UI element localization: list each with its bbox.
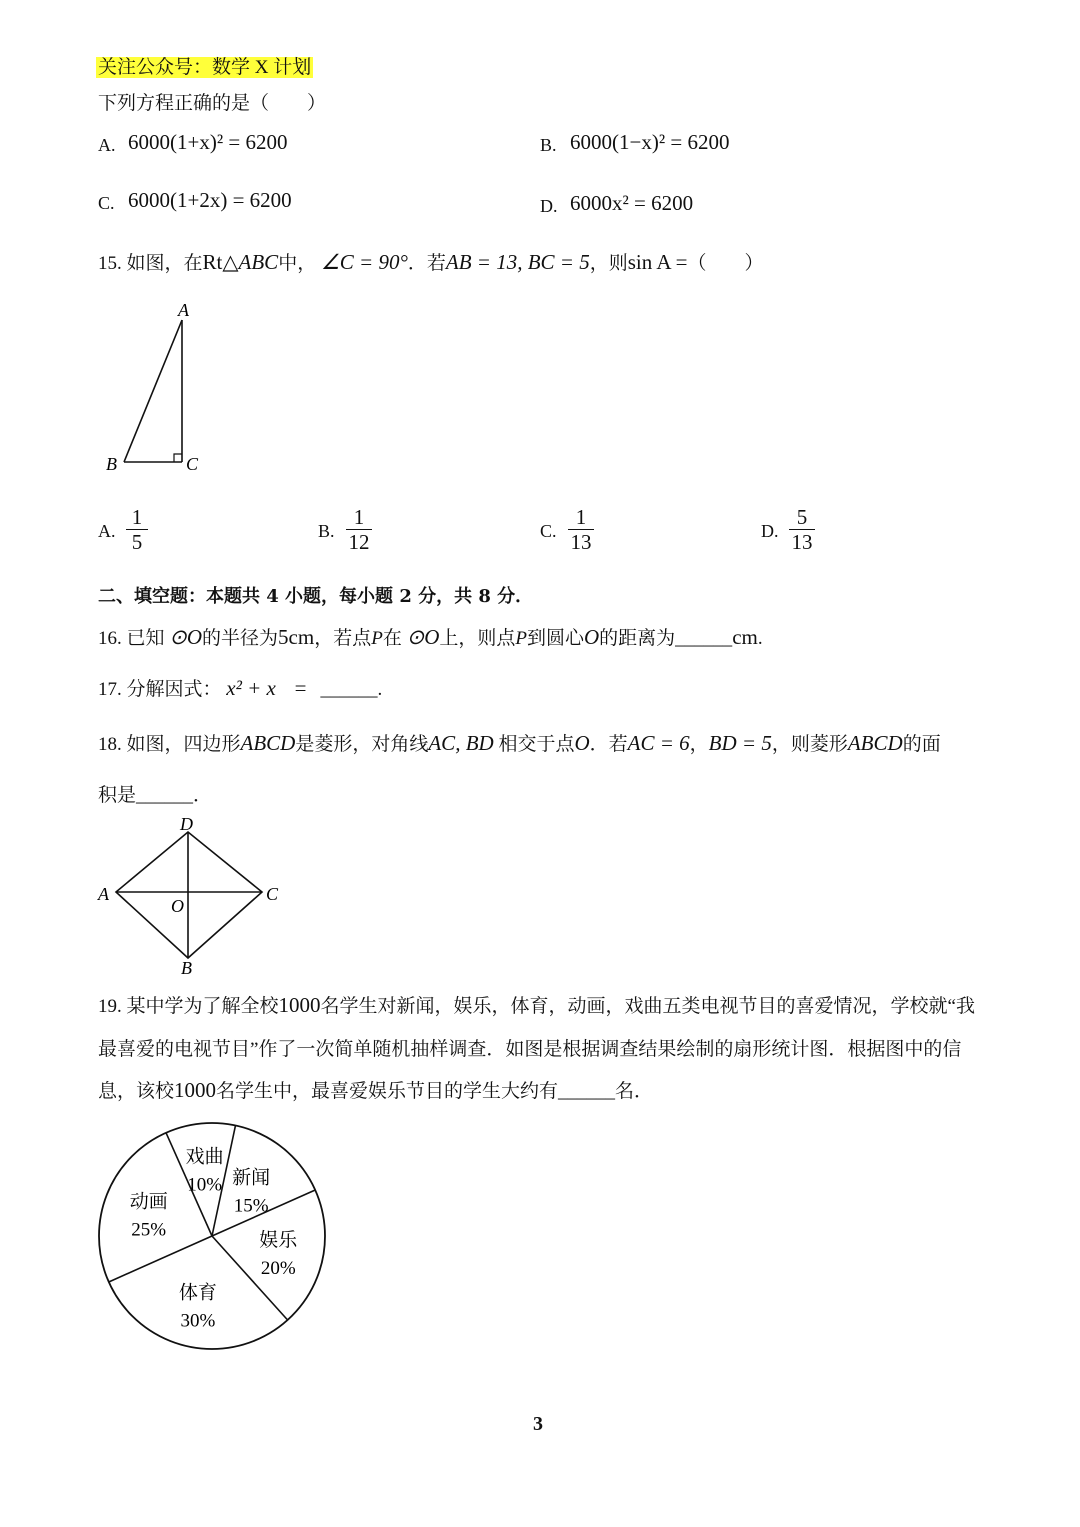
stem-math: ABCD [240, 731, 296, 755]
denominator: 13 [791, 530, 813, 554]
pie-category-label: 娱乐 [259, 1230, 298, 1252]
numerator: 1 [131, 505, 143, 529]
stem-text: ．若 [407, 253, 446, 274]
right-triangle-figure [100, 298, 210, 478]
q15-option-c [540, 505, 620, 565]
pie-percent-label: 15% [233, 1195, 269, 1217]
option-expr: 6000x² = 6200 [570, 191, 694, 215]
stem-math: P [371, 628, 383, 649]
q15-stem [98, 248, 763, 275]
stem-math: = [294, 676, 307, 700]
stem-math: 1000 [278, 993, 321, 1017]
option-expr: 6000(1+2x) = 6200 [128, 188, 292, 212]
stem-math: O [584, 625, 600, 649]
stem-math: ⊙O [406, 625, 440, 649]
stem-math: BD = 5 [708, 731, 772, 755]
pie-percent-label: 20% [260, 1258, 296, 1280]
q18-line2: 积是______． [98, 785, 213, 806]
stem-text: 到圆心 [526, 628, 584, 649]
pie-category-label: 体育 [178, 1282, 217, 1304]
option-expr: 6000(1−x)² = 6200 [570, 130, 730, 154]
page-number: 3 [533, 1413, 543, 1435]
stem-text: 的距离为______ [599, 628, 733, 649]
vertex-label-b: B [106, 454, 117, 474]
stem-text: 如图，在 [126, 253, 203, 274]
option-letter: B. [318, 521, 335, 541]
pie-category-label: 新闻 [232, 1167, 271, 1189]
stem-text: 名学生对新闻，娱乐，体育，动画，戏曲五类电视节目的喜爱情况，学校就“我 [320, 996, 975, 1017]
fraction [568, 505, 594, 554]
stem-text: 的面 [902, 734, 941, 755]
numerator: 5 [796, 505, 808, 529]
pie-category-label: 动画 [129, 1191, 168, 1213]
stem-text: 已知 [126, 628, 165, 649]
pie-percent-label: 30% [180, 1310, 216, 1332]
vertex-label-a: A [178, 300, 189, 320]
question-number: 16. [98, 628, 122, 649]
wechat-note: 关注公众号：数学 X 计划 [98, 57, 312, 78]
option-letter: C. [540, 521, 557, 541]
numerator: 1 [353, 505, 365, 529]
stem-math: O [574, 731, 590, 755]
stem-text: （ ） [687, 253, 764, 274]
denominator: 5 [131, 530, 143, 554]
stem-text: ，若点 [314, 628, 372, 649]
stem-text: ， [689, 734, 709, 755]
stem-math: ABCD [847, 731, 903, 755]
q17 [98, 674, 382, 701]
vertex-label-a: A [98, 884, 109, 904]
q15-option-d [761, 505, 841, 565]
stem-math: ⊙O [169, 625, 203, 649]
stem-text: 的半径为 [202, 628, 279, 649]
option-expr: 6000(1+x)² = 6200 [128, 130, 288, 154]
question-number: 15. [98, 253, 122, 274]
vertex-label-c: C [186, 454, 199, 474]
stem-text: 某中学为了解全校 [126, 996, 279, 1017]
denominator: 12 [348, 530, 370, 554]
pie-percent-label: 10% [187, 1174, 223, 1196]
stem-math: 1000 [174, 1078, 217, 1102]
stem-math: ∠C = 90° [320, 250, 408, 274]
question-number: 18. [98, 734, 122, 755]
stem-text: 如图，四边形 [126, 734, 241, 755]
q15-option-a [98, 505, 178, 565]
stem-text: ，则 [589, 253, 628, 274]
stem-math: AC, BD [428, 731, 494, 755]
stem-text: 是菱形，对角线 [295, 734, 429, 755]
stem-math: Rt△ [202, 250, 239, 274]
vertex-label-b: B [181, 958, 192, 978]
stem-math: AC = 6 [627, 731, 690, 755]
pie-category-label: 戏曲 [185, 1146, 224, 1168]
stem-math: ABC [238, 250, 279, 274]
stem-text: 上，则点 [439, 628, 516, 649]
q19-line1 [98, 991, 975, 1018]
fraction [346, 505, 372, 554]
section-heading: 二、填空题：本题共 4 小题，每小题 2 分，共 8 分． [98, 586, 534, 607]
numerator: 1 [575, 505, 587, 529]
stem-math: sin A = [627, 250, 688, 274]
stem-math: x² + x [226, 676, 276, 700]
q14-stem: 下列方程正确的是（ ） [98, 93, 327, 114]
option-letter: D. [540, 196, 558, 216]
stem-text: 息，该校 [98, 1081, 175, 1102]
side-ab [124, 320, 182, 462]
right-angle-mark [174, 454, 182, 462]
option-letter: C. [98, 193, 115, 213]
stem-math: cm [732, 625, 758, 649]
fraction [126, 505, 148, 554]
rhombus-outline [116, 832, 262, 958]
option-letter: A. [98, 521, 116, 541]
rhombus-figure [92, 812, 292, 982]
stem-text: 名学生中，最喜爱娱乐节目的学生大约有______名． [216, 1081, 654, 1102]
q15-option-b [318, 505, 398, 565]
stem-text: 中， [278, 253, 317, 274]
option-letter: B. [540, 135, 557, 155]
question-number: 19. [98, 996, 122, 1017]
option-letter: D. [761, 521, 779, 541]
fraction [789, 505, 815, 554]
stem-math: P [515, 628, 527, 649]
stem-text: ，则菱形 [771, 734, 848, 755]
q18-line1 [98, 729, 941, 756]
pie-slice-boundary [109, 1236, 212, 1282]
vertex-label-c: C [266, 884, 279, 904]
pie-percent-label: 25% [131, 1219, 167, 1241]
question-number: 17. [98, 679, 122, 700]
q19-line3 [98, 1076, 653, 1103]
stem-text: ．若 [589, 734, 628, 755]
vertex-label-d: D [180, 814, 193, 834]
q19-line2: 最喜爱的电视节目”作了一次简单随机抽样调查．如图是根据调查结果绘制的扇形统计图．根据图中的信 [98, 1039, 962, 1060]
denominator: 13 [570, 530, 592, 554]
stem-text: . [757, 628, 763, 649]
q16 [98, 623, 763, 650]
stem-text: 分解因式： [126, 679, 222, 700]
center-label-o: O [171, 896, 184, 916]
stem-math: 5cm [278, 625, 315, 649]
stem-math: AB = 13, BC = 5 [445, 250, 590, 274]
stem-text: 在 [382, 628, 402, 649]
stem-text: 相交于点 [498, 734, 575, 755]
answer-blank: ______. [320, 679, 383, 700]
pie-chart [92, 1118, 332, 1353]
option-letter: A. [98, 135, 116, 155]
